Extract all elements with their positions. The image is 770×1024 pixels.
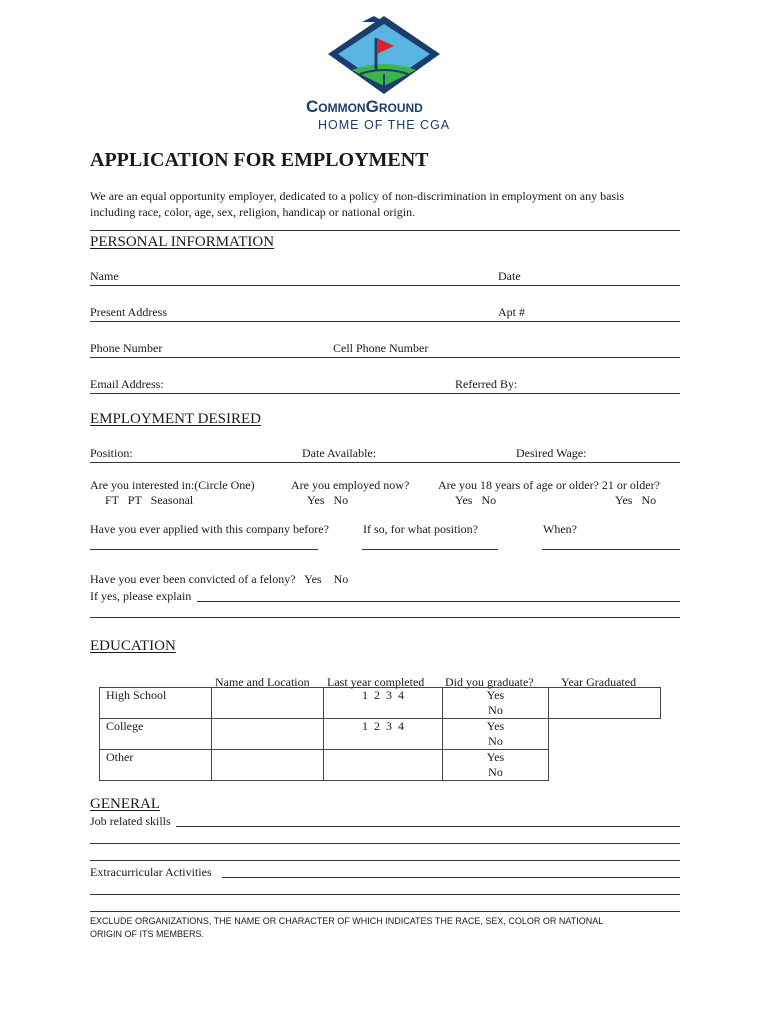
name-label: Name [90, 269, 119, 283]
edu-graduate-cell[interactable]: Yes No [443, 750, 549, 781]
table-row [100, 688, 661, 719]
footer-note-line-2: ORIGIN OF ITS MEMBERS. [90, 929, 205, 939]
logo-tagline: HOME OF THE CGA [318, 118, 451, 132]
date-label: Date [498, 269, 521, 283]
edu-row-label: High School [100, 688, 212, 719]
explain-field-line-2[interactable] [90, 617, 680, 618]
what-position-field-line[interactable] [362, 549, 498, 550]
education-table [99, 687, 661, 781]
referred-label: Referred By: [455, 377, 518, 391]
edu-header-year-graduated: Year Graduated [561, 675, 637, 689]
edu-years-cell[interactable]: 1 2 3 4 [324, 719, 443, 750]
divider [90, 230, 680, 231]
edu-name-cell[interactable] [212, 688, 324, 719]
section-employment-desired: EMPLOYMENT DESIRED [90, 411, 261, 427]
footer-note-line-1: EXCLUDE ORGANIZATIONS, THE NAME OR CHARACTER OF WHICH INDICATES THE RACE, SEX, COLOR OR NATIONAL [90, 916, 604, 926]
table-row [100, 750, 661, 781]
employed-options[interactable]: Yes No [307, 493, 349, 507]
name-field-line[interactable] [90, 285, 680, 286]
section-personal-information: PERSONAL INFORMATION [90, 234, 275, 250]
address-label: Present Address [90, 305, 167, 319]
edu-header-graduate: Did you graduate? [445, 675, 534, 689]
email-label: Email Address: [90, 377, 164, 391]
logo-diamond-icon [322, 12, 446, 98]
edu-header-name: Name and Location [215, 675, 310, 689]
edu-years-cell[interactable] [324, 750, 443, 781]
cell-label: Cell Phone Number [333, 341, 429, 355]
skills-label: Job related skills [90, 814, 171, 828]
applied-question: Have you ever applied with this company before? [90, 522, 329, 536]
intro-line-1: We are an equal opportunity employer, dedicated to a policy of non-discrimination in employment on any basis [90, 189, 625, 203]
edu-graduate-cell[interactable]: Yes No [443, 719, 549, 750]
page-title: APPLICATION FOR EMPLOYMENT [90, 149, 429, 171]
edu-name-cell[interactable] [212, 750, 324, 781]
email-field-line[interactable] [90, 393, 680, 394]
edu-header-year: Last year completed [327, 675, 425, 689]
felony-question: Have you ever been convicted of a felony? Yes No [90, 572, 349, 586]
edu-graduate-cell[interactable]: Yes No [443, 688, 549, 719]
table-row [100, 719, 661, 750]
edu-row-label: College [100, 719, 212, 750]
edu-name-cell[interactable] [212, 719, 324, 750]
age-21-options[interactable]: Yes No [615, 493, 657, 507]
edu-year-grad-cell[interactable] [549, 750, 661, 781]
phone-field-line[interactable] [90, 357, 680, 358]
applied-field-line[interactable] [90, 549, 318, 550]
explain-field-line[interactable] [197, 601, 680, 602]
interested-options[interactable]: FT PT Seasonal [105, 493, 194, 507]
section-general: GENERAL [90, 796, 160, 812]
age-18-options[interactable]: Yes No [455, 493, 497, 507]
extracurricular-field-line-3[interactable] [90, 911, 680, 912]
position-label: Position: [90, 446, 133, 460]
skills-field-line-2[interactable] [90, 843, 680, 844]
extracurricular-label: Extracurricular Activities [90, 865, 212, 879]
intro-line-2: including race, color, age, sex, religion, handicap or national origin. [90, 205, 416, 219]
apt-label: Apt # [498, 305, 525, 319]
edu-years-cell[interactable]: 1 2 3 4 [324, 688, 443, 719]
company-logo [322, 12, 446, 98]
position-field-line[interactable] [90, 462, 680, 463]
extracurricular-field-line[interactable] [222, 877, 680, 878]
interested-question: Are you interested in:(Circle One) [90, 478, 255, 492]
section-education: EDUCATION [90, 638, 176, 654]
skills-field-line-3[interactable] [90, 860, 680, 861]
what-position-label: If so, for what position? [363, 522, 478, 536]
edu-year-grad-cell[interactable] [549, 688, 661, 719]
extracurricular-field-line-2[interactable] [90, 894, 680, 895]
age-question: Are you 18 years of age or older? 21 or older? [438, 478, 660, 492]
desired-wage-label: Desired Wage: [516, 446, 587, 460]
edu-row-label: Other [100, 750, 212, 781]
edu-year-grad-cell[interactable] [549, 719, 661, 750]
address-field-line[interactable] [90, 321, 680, 322]
date-available-label: Date Available: [302, 446, 377, 460]
logo-wordmark: CommonGround [306, 97, 423, 116]
explain-label: If yes, please explain [90, 589, 192, 603]
phone-label: Phone Number [90, 341, 163, 355]
employed-question: Are you employed now? [291, 478, 410, 492]
when-field-line[interactable] [542, 549, 680, 550]
when-label: When? [543, 522, 577, 536]
skills-field-line[interactable] [176, 826, 680, 827]
